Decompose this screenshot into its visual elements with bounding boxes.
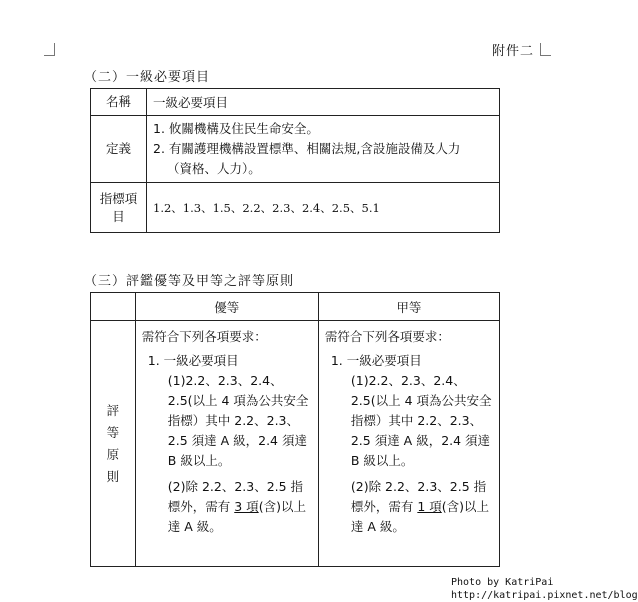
row-label-definition: 定義 bbox=[91, 116, 147, 183]
requirement-sub-2 bbox=[142, 477, 312, 537]
watermark-line-1: Photo by KatriPai bbox=[451, 577, 554, 588]
header-empty-cell bbox=[91, 293, 136, 321]
sub2-text: (含)以上達 A 級。 bbox=[350, 499, 490, 534]
photo-credit-watermark bbox=[451, 576, 638, 602]
row-label-name: 名稱 bbox=[91, 89, 147, 116]
table-row bbox=[91, 321, 500, 567]
row-value-name: 一級必要項目 bbox=[147, 89, 500, 116]
row-value-definition bbox=[147, 116, 500, 183]
grade-a-requirements bbox=[318, 321, 499, 567]
table-row bbox=[91, 116, 500, 183]
requirement-item-1: 1. 一級必要項目 bbox=[147, 353, 239, 368]
excellent-requirements bbox=[135, 321, 318, 567]
definition-item: 1. 攸關機構及住民生命安全。 bbox=[153, 121, 319, 136]
definition-item: （資格、人力）。 bbox=[167, 161, 261, 176]
header-excellent: 優等 bbox=[135, 293, 318, 321]
required-items-table bbox=[90, 88, 500, 233]
definition-item: 2. 有關護理機構設置標準、相關法規,含設施設備及人力 bbox=[153, 141, 461, 156]
sub2-count: 3 項 bbox=[234, 499, 259, 514]
section2-title: （三）評鑑優等及甲等之評等原則 bbox=[84, 274, 295, 289]
requirement-item-1: 1. 一級必要項目 bbox=[330, 353, 422, 368]
requirements-intro: 需符合下列各項要求： bbox=[141, 329, 267, 344]
page-corner-mark-right bbox=[540, 43, 551, 56]
watermark-line-2: http://katripai.pixnet.net/blog bbox=[451, 590, 638, 601]
row-label-principles: 評等原則 bbox=[91, 321, 136, 567]
requirement-sub-1: (1)2.2、2.3、2.4、2.5(以上 4 項為公共安全指標）其中 2.2、2.3、2.5 須達 A 級，2.4 須達 B 級以上。 bbox=[350, 373, 492, 468]
row-value-indicators: 1.2、1.3、1.5、2.2、2.3、2.4、2.5、5.1 bbox=[147, 183, 500, 233]
table-header-row bbox=[91, 293, 500, 321]
sub2-text: (含)以上達 A 級。 bbox=[167, 499, 306, 534]
requirement-sub-1: (1)2.2、2.3、2.4、2.5(以上 4 項為公共安全指標）其中 2.2、2.3、2.5 須達 A 級，2.4 須達 B 級以上。 bbox=[167, 373, 309, 468]
section1-title: （二）一級必要項目 bbox=[84, 70, 211, 85]
requirement-sub-2 bbox=[325, 477, 493, 537]
page-corner-mark-left bbox=[44, 43, 55, 56]
grading-principles-table bbox=[90, 292, 500, 567]
sub2-text: (2)除 2.2、2.3、2.5 指標外，需有 bbox=[167, 479, 304, 514]
attachment-label: 附件二 bbox=[491, 44, 534, 59]
sub2-text: (2)除 2.2、2.3、2.5 指標外，需有 bbox=[350, 479, 487, 514]
table-row bbox=[91, 183, 500, 233]
requirements-intro: 需符合下列各項要求： bbox=[324, 329, 450, 344]
header-grade-a: 甲等 bbox=[318, 293, 499, 321]
row-label-indicators: 指標項目 bbox=[91, 183, 147, 233]
sub2-count: 1 項 bbox=[417, 499, 442, 514]
table-row bbox=[91, 89, 500, 116]
